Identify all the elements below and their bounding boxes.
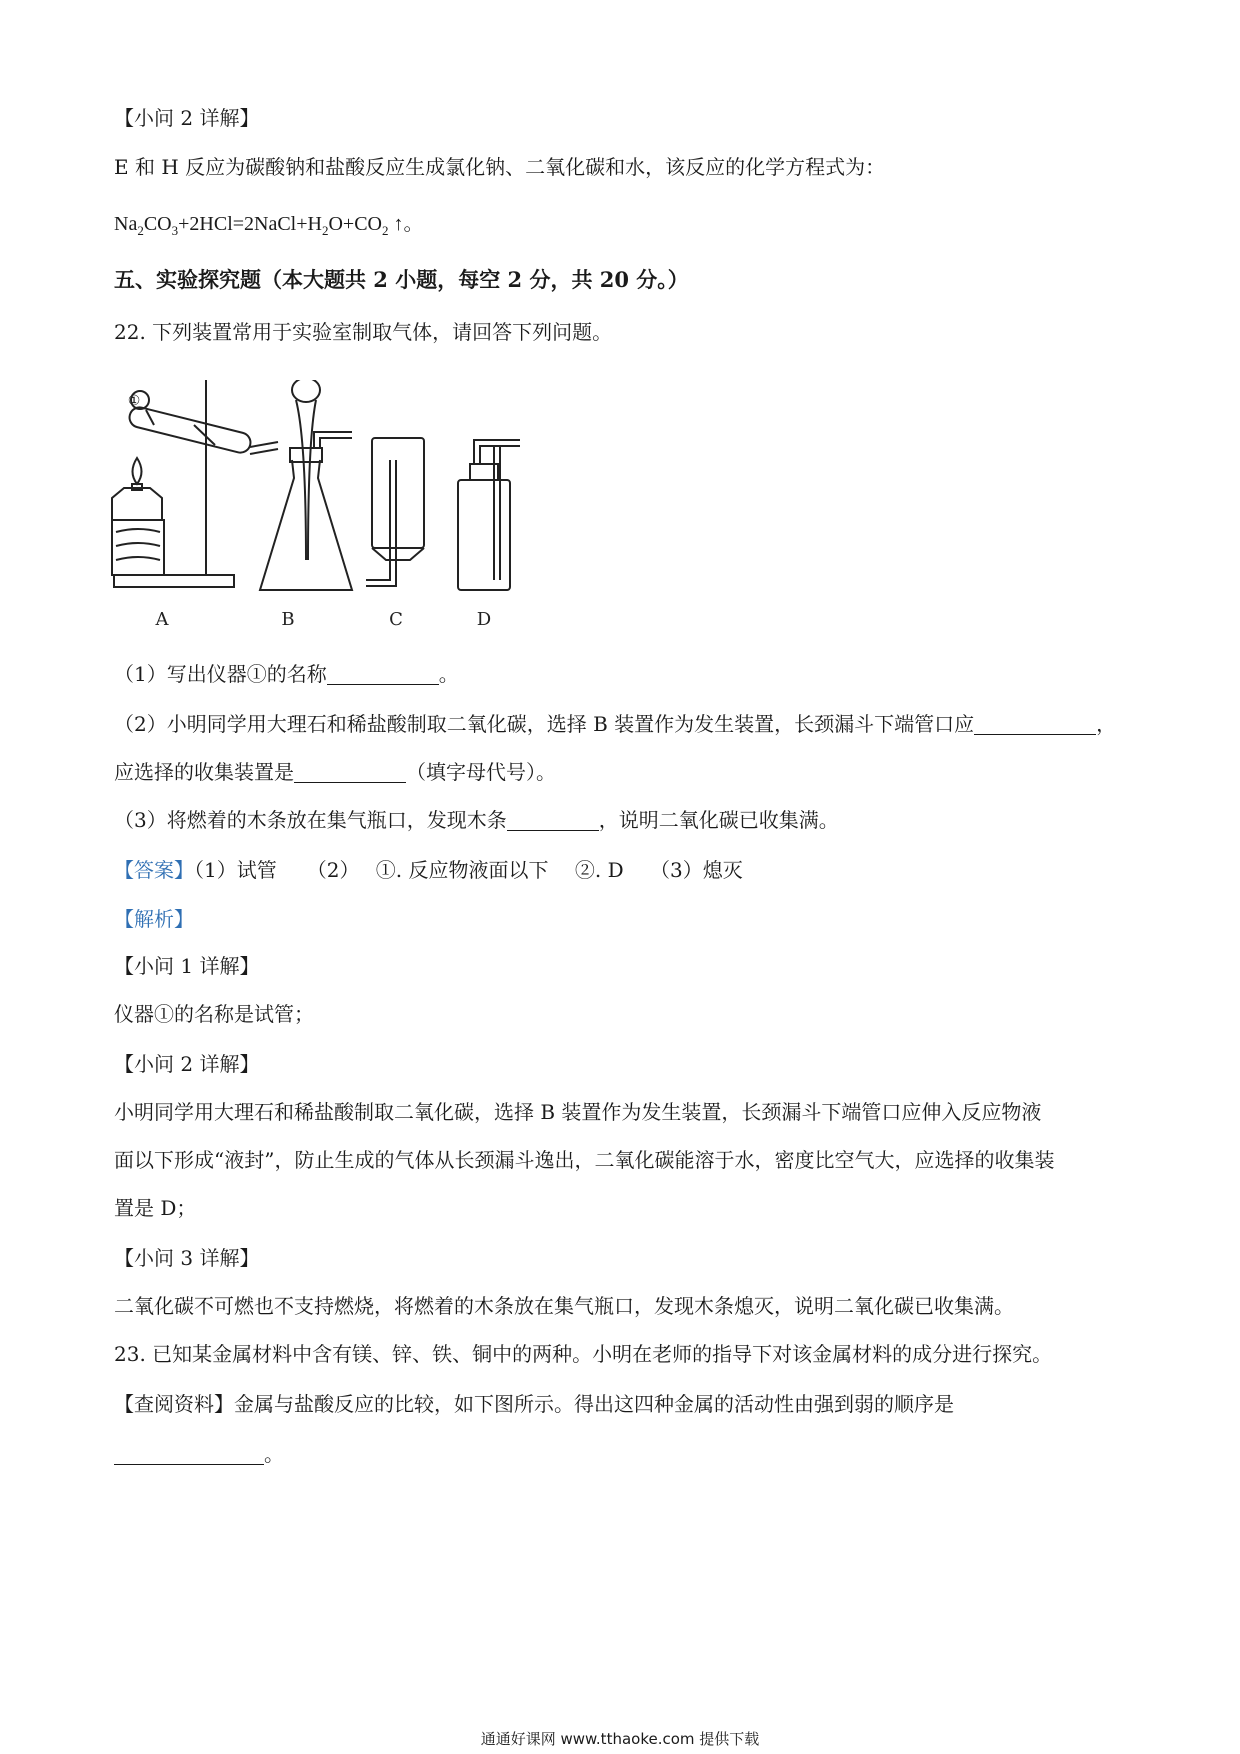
subquestion-2-text: E 和 H 反应为碳酸钠和盐酸反应生成氯化钠、二氧化碳和水，该反应的化学方程式为：	[114, 155, 886, 179]
question-22-part-2b: 应选择的收集装置是 （填字母代号）。	[114, 760, 556, 784]
question-22-part-1: （1）写出仪器①的名称 。	[114, 662, 459, 686]
answer-blank-1[interactable]	[327, 664, 439, 685]
label-D: D	[476, 609, 492, 630]
footer: 通通好课网 www.tthaoke.com 提供下载	[480, 1730, 760, 1748]
detail-1-title: 【小问 1 详解】	[114, 954, 260, 978]
detail-2-text-2: 面以下形成“液封”，防止生成的气体从长颈漏斗逸出，二氧化碳能溶于水，密度比空气大，应选择的收集装	[114, 1148, 1055, 1172]
analysis-tag: 【解析】	[114, 907, 194, 931]
apparatus-drawing	[110, 380, 600, 630]
question-22-part-3: （3）将燃着的木条放在集气瓶口，发现木条 ，说明二氧化碳已收集满。	[114, 808, 839, 832]
chemical-equation: $Na_2CO_3+2HCl=2NaCl+H_2O+CO_2$ ↑。	[114, 213, 424, 238]
detail-2-text-3: 置是 D；	[114, 1196, 197, 1220]
question-23-blank-line: 。	[114, 1440, 284, 1468]
answer-blank-2[interactable]	[974, 714, 1096, 735]
marker-label: ①	[127, 393, 141, 409]
label-A: A	[155, 609, 169, 630]
answer-line	[114, 856, 743, 884]
answer-text: （1）试管 （2） ①. 反应物液面以下 ②. D （3）熄灭	[194, 858, 743, 882]
question-22-part-2a: （2）小明同学用大理石和稀盐酸制取二氧化碳，选择 B 装置作为发生装置，长颈漏斗下端管口应 ，	[114, 712, 1117, 736]
question-22-stem: 22. 下列装置常用于实验室制取气体，请回答下列问题。	[114, 320, 613, 344]
answer-blank-5[interactable]	[114, 1444, 264, 1465]
subquestion-2-title: 【小问 2 详解】	[114, 106, 260, 130]
detail-2-text-1: 小明同学用大理石和稀盐酸制取二氧化碳，选择 B 装置作为发生装置，长颈漏斗下端管口应伸入反应物液	[114, 1100, 1042, 1124]
detail-3-text: 二氧化碳不可燃也不支持燃烧，将燃着的木条放在集气瓶口，发现木条熄灭，说明二氧化碳已收集满。	[114, 1294, 1014, 1318]
question-23-stem: 23. 已知某金属材料中含有镁、锌、铁、铜中的两种。小明在老师的指导下对该金属材料的成分进行探究。	[114, 1342, 1053, 1366]
label-B: B	[281, 609, 295, 630]
detail-3-title: 【小问 3 详解】	[114, 1246, 260, 1270]
lab-apparatus-figure	[110, 380, 600, 630]
detail-2-title: 【小问 2 详解】	[114, 1052, 260, 1076]
section-heading: 五、实验探究题（本大题共 2 小题，每空 2 分，共 20 分。）	[114, 267, 689, 292]
reference-line: 【查阅资料】金属与盐酸反应的比较，如下图所示。得出这四种金属的活动性由强到弱的顺序是	[114, 1392, 954, 1416]
answer-blank-4[interactable]	[507, 810, 599, 831]
answer-tag: 【答案】	[114, 858, 194, 882]
answer-blank-3[interactable]	[294, 762, 406, 783]
label-C: C	[389, 609, 403, 630]
detail-1-text: 仪器①的名称是试管；	[114, 1002, 314, 1026]
